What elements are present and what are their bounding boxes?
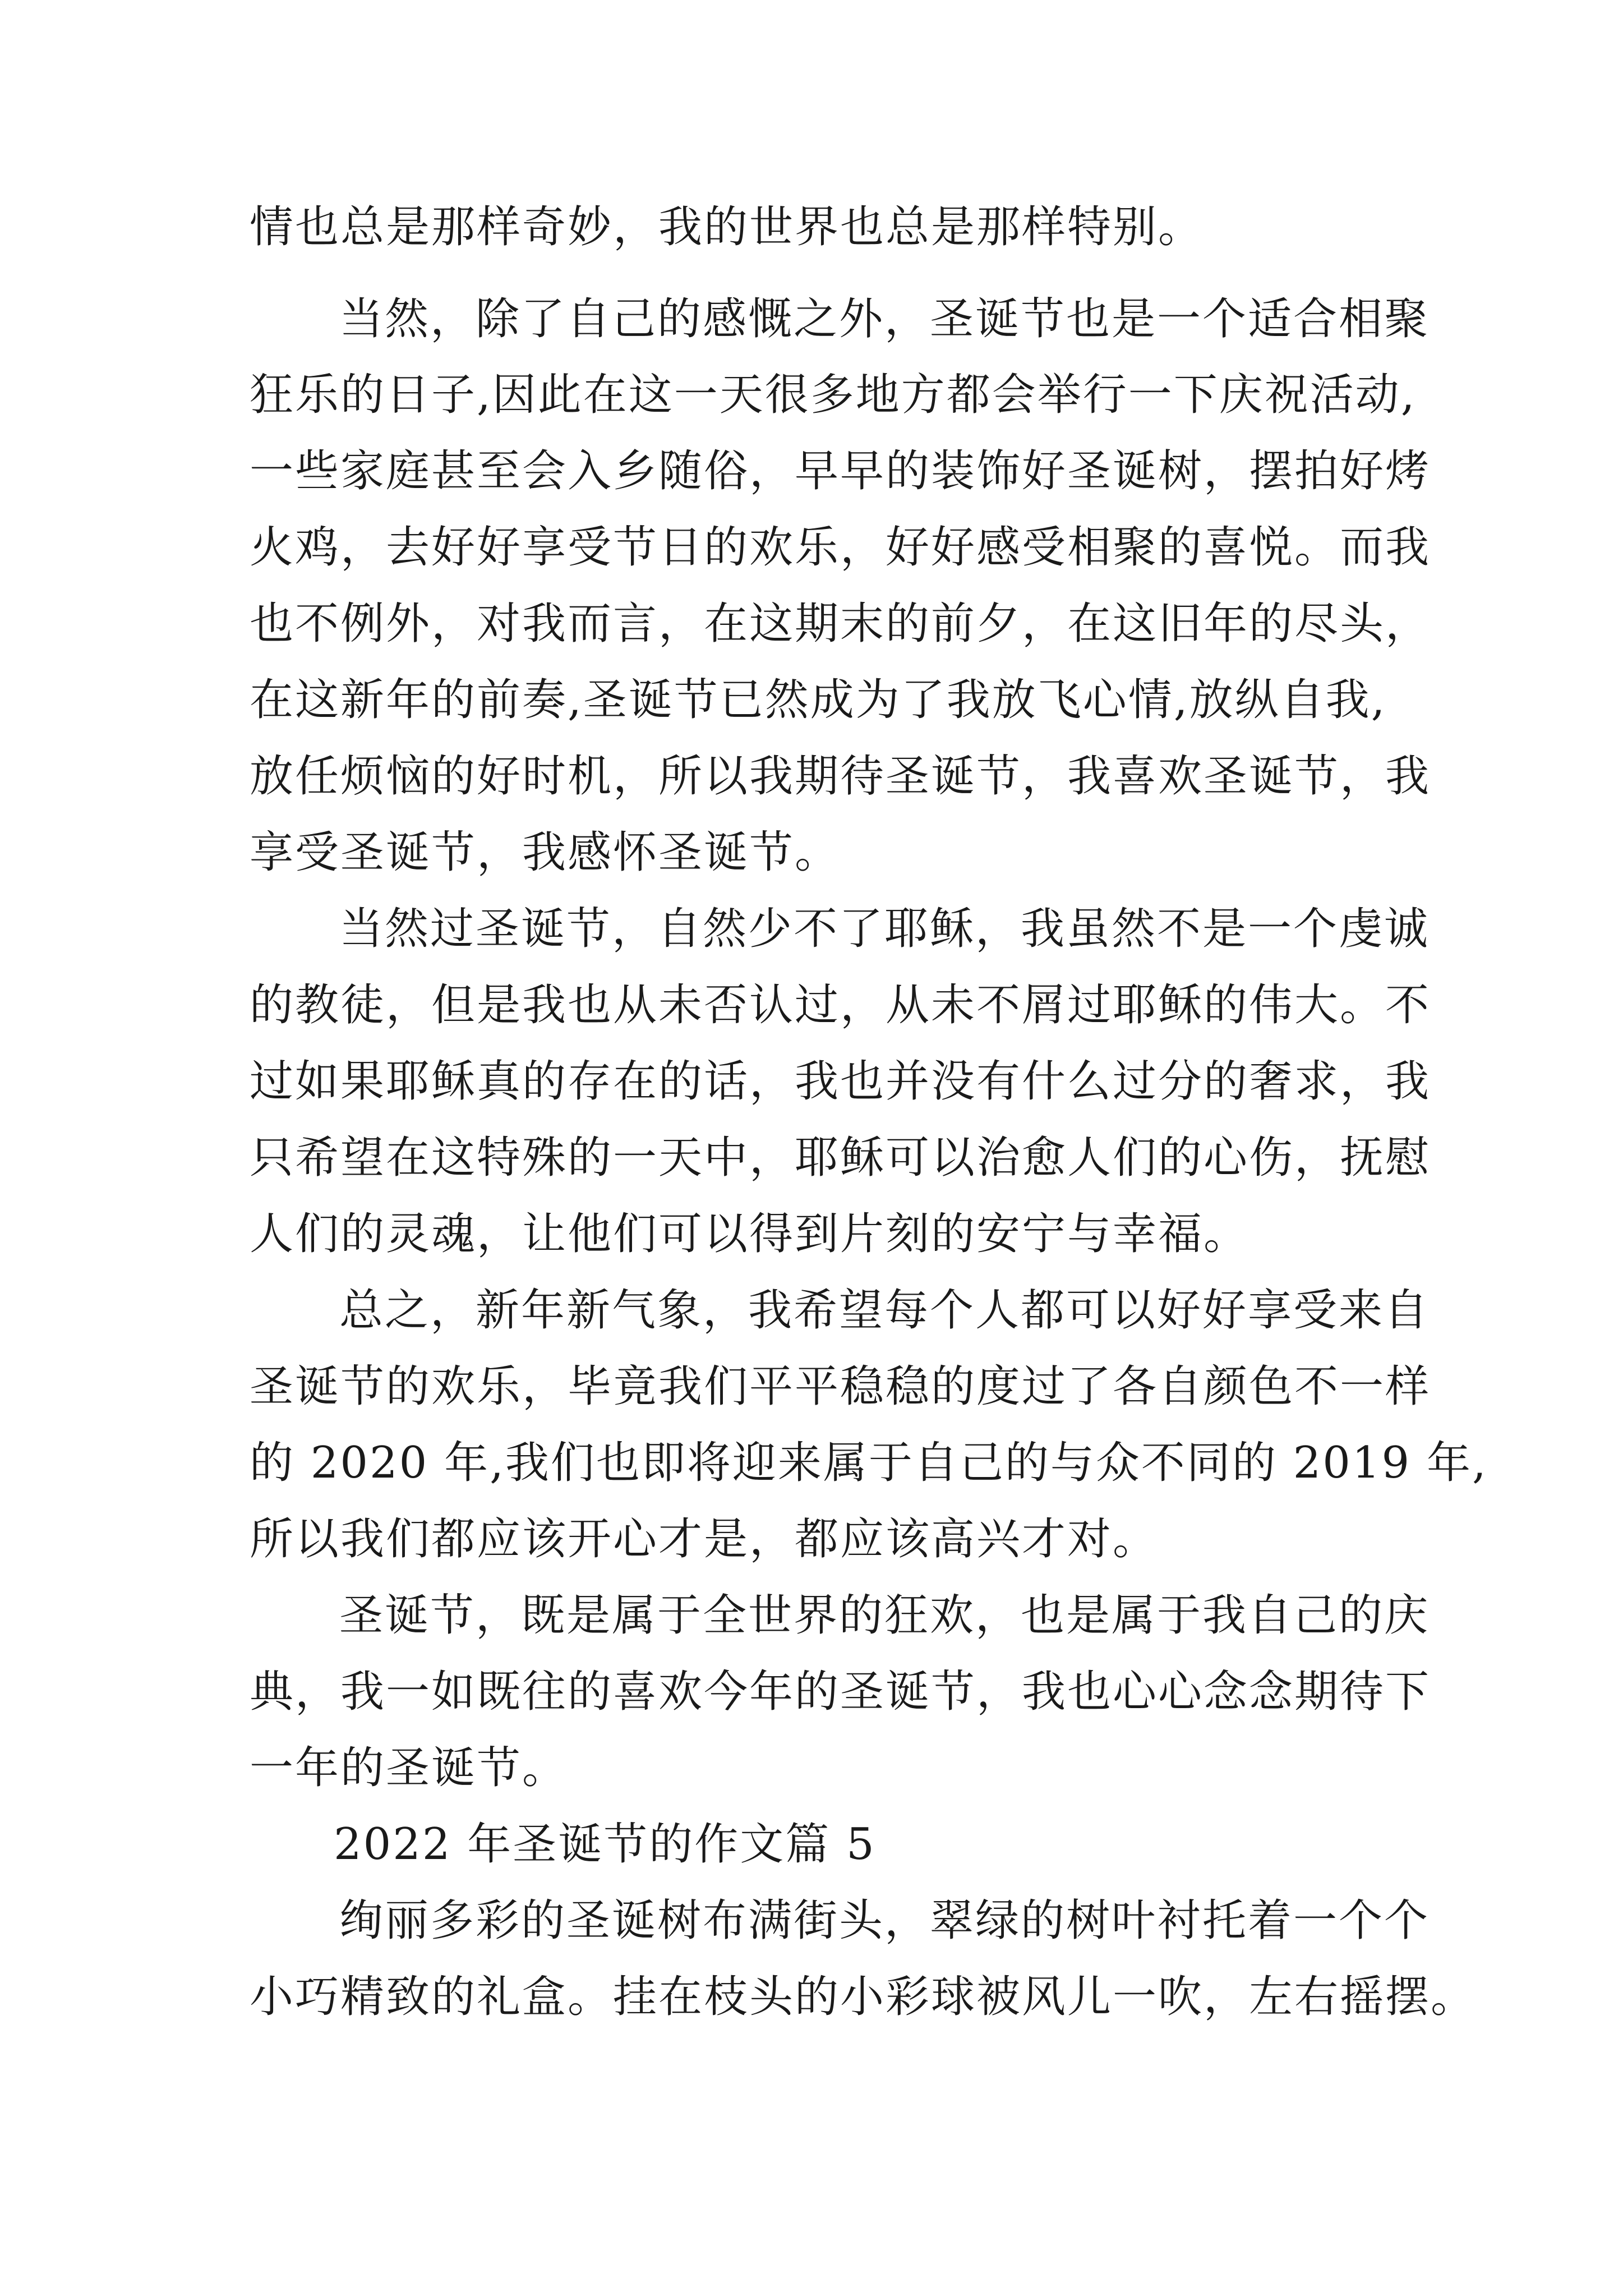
text-line: 一年的圣诞节。: [250, 1743, 568, 1793]
text-line: 狂乐的日子,因此在这一天很多地方都会举行一下庆祝活动,: [250, 370, 1417, 420]
text-line: 的教徒，但是我也从未否认过，从未不屑过耶稣的伟大。不: [250, 980, 1431, 1030]
text-line: 绚丽多彩的圣诞树布满街头，翠绿的树叶衬托着一个个: [339, 1895, 1430, 1946]
text-line: 圣诞节的欢乐，毕竟我们平平稳稳的度过了各自颜色不一样: [250, 1361, 1431, 1412]
text-line: 火鸡，去好好享受节日的欢乐，好好感受相聚的喜悦。而我: [250, 522, 1431, 573]
text-line: 只希望在这特殊的一天中，耶稣可以治愈人们的心伤，抚慰: [250, 1133, 1431, 1183]
text-line: 享受圣诞节，我感怀圣诞节。: [250, 827, 841, 878]
text-line: 在这新年的前奏,圣诞节已然成为了我放飞心情,放纵自我,: [250, 675, 1387, 725]
text-line: 过如果耶稣真的存在的话，我也并没有什么过分的奢求，我: [250, 1056, 1431, 1107]
text-line: 当然过圣诞节，自然少不了耶稣，我虽然不是一个虔诚: [339, 904, 1430, 954]
text-line: 典，我一如既往的喜欢今年的圣诞节，我也心心念念期待下: [250, 1667, 1431, 1717]
section-heading: 2022 年圣诞节的作文篇 5: [334, 1819, 876, 1870]
text-line: 放任烦恼的好时机，所以我期待圣诞节，我喜欢圣诞节，我: [250, 751, 1431, 802]
text-line: 情也总是那样奇妙，我的世界也总是那样特别。: [250, 202, 1204, 252]
text-line: 小巧精致的礼盒。挂在枝头的小彩球被风儿一吹，左右摇摆。: [250, 1972, 1477, 2022]
text-line: 也不例外，对我而言，在这期末的前夕，在这旧年的尽头，: [250, 599, 1431, 649]
text-line: 所以我们都应该开心才是，都应该高兴才对。: [250, 1514, 1159, 1565]
text-line: 圣诞节，既是属于全世界的狂欢，也是属于我自己的庆: [339, 1590, 1430, 1641]
text-line: 人们的灵魂，让他们可以得到片刻的安宁与幸福。: [250, 1209, 1249, 1259]
text-line: 总之，新年新气象，我希望每个人都可以好好享受来自: [339, 1285, 1430, 1336]
text-line: 一些家庭甚至会入乡随俗，早早的装饰好圣诞树，摆拍好烤: [250, 446, 1431, 496]
text-line: 当然，除了自己的感慨之外，圣诞节也是一个适合相聚: [339, 294, 1430, 344]
text-line: 的 2020 年,我们也即将迎来属于自己的与众不同的 2019 年,: [250, 1438, 1488, 1488]
